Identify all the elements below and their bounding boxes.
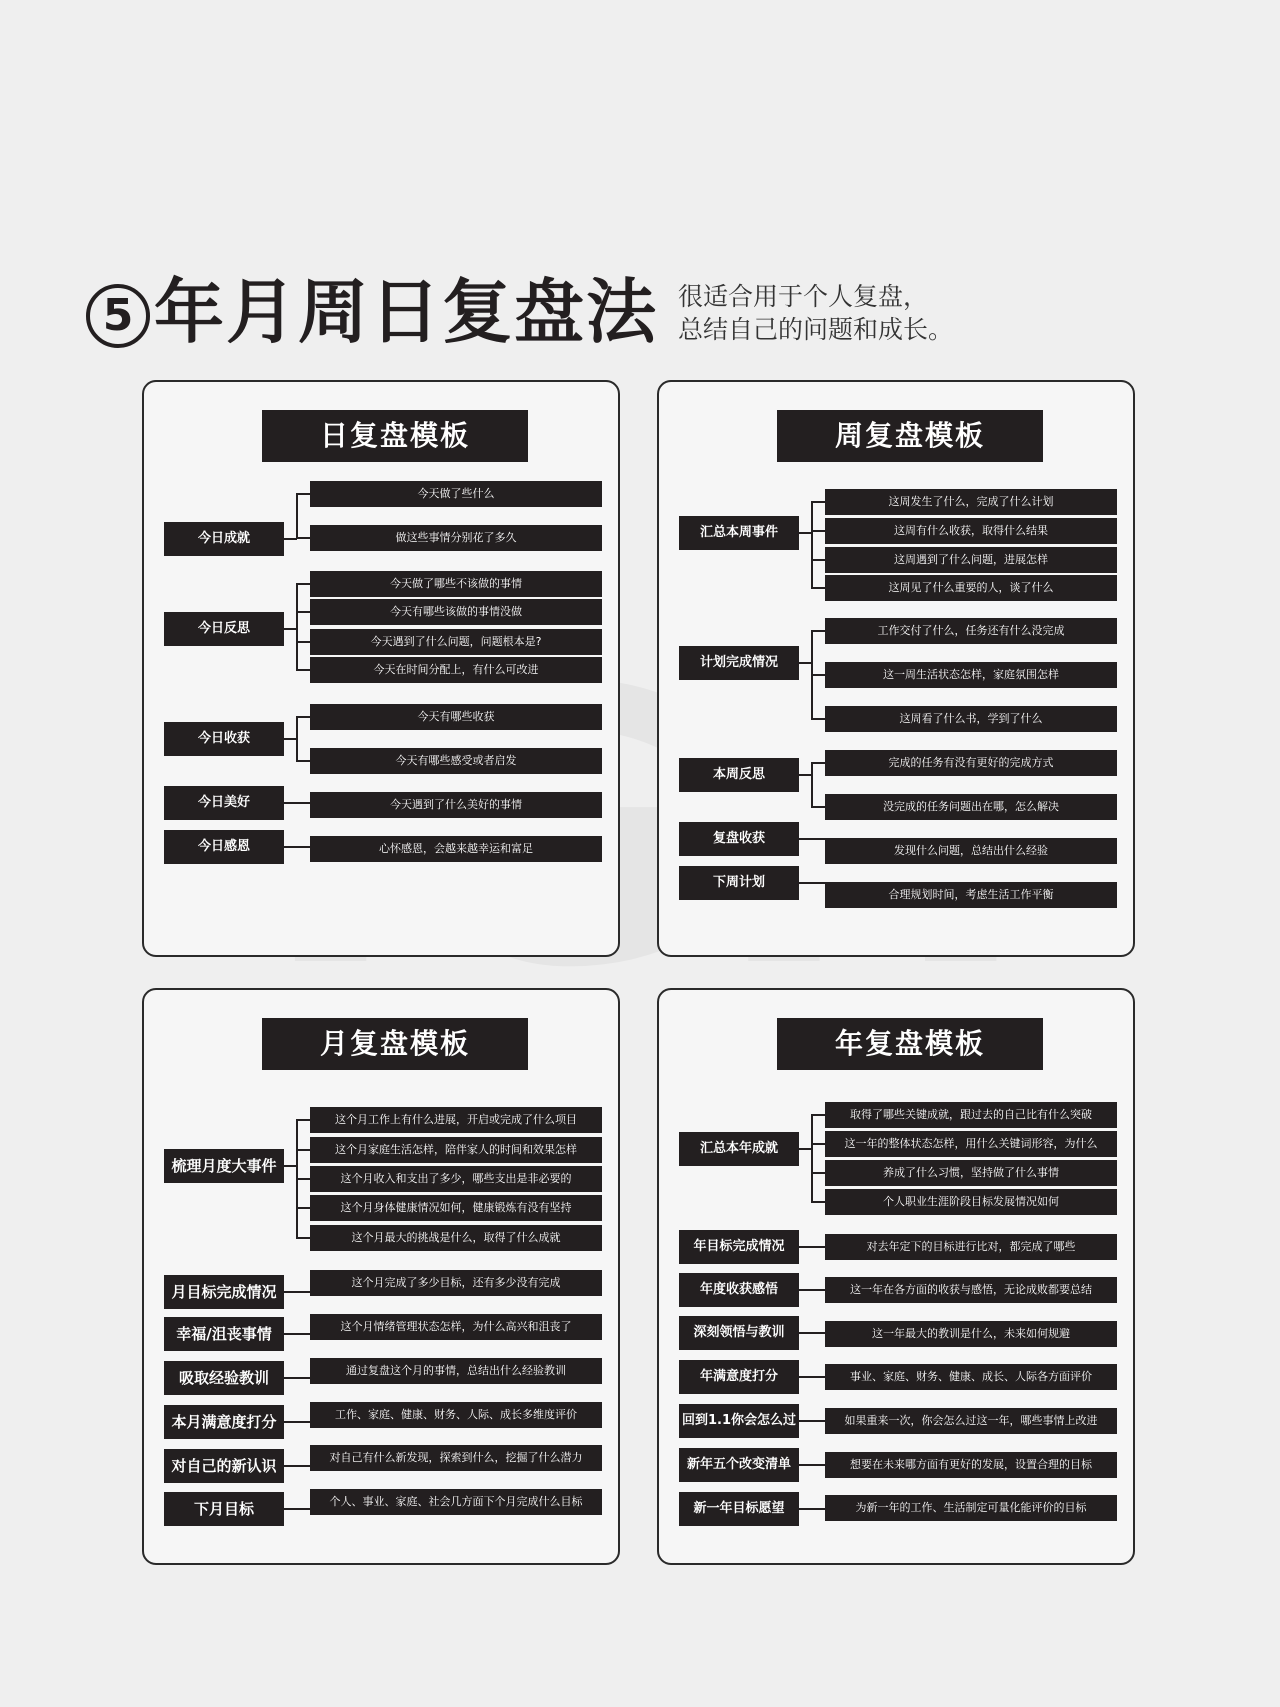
item-box: 完成的任务有没有更好的完成方式 xyxy=(825,750,1117,776)
category-label: 梳理月度大事件 xyxy=(164,1149,284,1183)
connector-line xyxy=(296,1207,310,1209)
connector-line xyxy=(799,1376,825,1378)
connector-line xyxy=(811,530,825,532)
yearly-review-panel xyxy=(657,988,1135,1565)
category-label: 汇总本周事件 xyxy=(679,516,799,550)
category-label: 年满意度打分 xyxy=(679,1360,799,1394)
page-subtitle xyxy=(678,280,953,346)
connector-line xyxy=(296,641,310,643)
item-box: 对自己有什么新发现，探索到什么，挖掘了什么潜力 xyxy=(310,1445,602,1471)
category-label: 今日反思 xyxy=(164,612,284,646)
connector-line xyxy=(799,838,825,840)
connector-line xyxy=(296,493,310,495)
item-box: 这一周生活状态怎样，家庭氛围怎样 xyxy=(825,662,1117,688)
connector-line xyxy=(811,1143,825,1145)
item-box: 没完成的任务问题出在哪，怎么解决 xyxy=(825,794,1117,820)
item-box: 个人职业生涯阶段目标发展情况如何 xyxy=(825,1189,1117,1215)
panel-title: 年复盘模板 xyxy=(777,1018,1043,1070)
subtitle-line-1: 很适合用于个人复盘， xyxy=(678,282,929,311)
connector-line xyxy=(799,1246,825,1248)
connector-line xyxy=(811,502,813,589)
item-box: 心怀感恩，会越来越幸运和富足 xyxy=(310,836,602,862)
category-label: 幸福/沮丧事情 xyxy=(164,1317,284,1351)
connector-line xyxy=(296,760,310,762)
subtitle-line-2: 总结自己的问题和成长。 xyxy=(678,315,954,344)
category-label: 深刻领悟与教训 xyxy=(679,1316,799,1350)
connector-line xyxy=(296,1178,310,1180)
connector-line xyxy=(811,501,825,503)
item-box: 工作交付了什么，任务还有什么没完成 xyxy=(825,618,1117,644)
category-label: 今日感恩 xyxy=(164,830,284,864)
connector-line xyxy=(811,1172,825,1174)
daily-review-panel xyxy=(142,380,620,957)
category-label: 今日美好 xyxy=(164,786,284,820)
connector-line xyxy=(799,1464,825,1466)
category-label: 下周计划 xyxy=(679,866,799,900)
item-box: 这个月家庭生活怎样，陪伴家人的时间和效果怎样 xyxy=(310,1137,602,1163)
item-box: 这一年在各方面的收获与感悟，无论成败都要总结 xyxy=(825,1277,1117,1303)
connector-line xyxy=(811,1201,825,1203)
category-label: 下月目标 xyxy=(164,1492,284,1526)
page-title: 年月周日复盘法 xyxy=(154,271,658,353)
connector-line xyxy=(296,583,310,585)
item-box: 发现什么问题，总结出什么经验 xyxy=(825,838,1117,864)
category-label: 今日收获 xyxy=(164,722,284,756)
item-box: 事业、家庭、财务、健康、成长、人际各方面评价 xyxy=(825,1364,1117,1390)
connector-line xyxy=(296,717,298,762)
category-label: 本月满意度打分 xyxy=(164,1405,284,1439)
connector-line xyxy=(811,718,825,720)
item-box: 合理规划时间，考虑生活工作平衡 xyxy=(825,882,1117,908)
category-label: 今日成就 xyxy=(164,522,284,556)
connector-line xyxy=(296,1237,310,1239)
item-box: 通过复盘这个月的事情，总结出什么经验教训 xyxy=(310,1358,602,1384)
item-box: 做这些事情分别花了多久 xyxy=(310,525,602,551)
item-box: 今天遇到了什么问题，问题根本是? xyxy=(310,629,602,655)
category-label: 回到1.1你会怎么过 xyxy=(679,1404,799,1438)
connector-line xyxy=(811,1114,825,1116)
item-box: 这个月工作上有什么进展，开启或完成了什么项目 xyxy=(310,1107,602,1133)
connector-line xyxy=(296,669,310,671)
category-label: 新年五个改变清单 xyxy=(679,1448,799,1482)
category-label: 计划完成情况 xyxy=(679,646,799,680)
section-number-badge: 5 xyxy=(86,284,150,348)
connector-line xyxy=(284,802,310,804)
item-box: 今天遇到了什么美好的事情 xyxy=(310,792,602,818)
weekly-review-panel xyxy=(657,380,1135,957)
connector-line xyxy=(811,762,825,764)
panel-title: 月复盘模板 xyxy=(262,1018,528,1070)
item-box: 今天有哪些该做的事情没做 xyxy=(310,599,602,625)
category-label: 本周反思 xyxy=(679,758,799,792)
item-box: 养成了什么习惯，坚持做了什么事情 xyxy=(825,1160,1117,1186)
connector-line xyxy=(284,1421,310,1423)
item-box: 这个月身体健康情况如何，健康锻炼有没有坚持 xyxy=(310,1195,602,1221)
item-box: 这一年最大的教训是什么，未来如何规避 xyxy=(825,1321,1117,1347)
connector-line xyxy=(799,1420,825,1422)
connector-line xyxy=(799,1508,825,1510)
item-box: 如果重来一次，你会怎么过这一年，哪些事情上改进 xyxy=(825,1408,1117,1434)
category-label: 吸取经验教训 xyxy=(164,1361,284,1395)
item-box: 取得了哪些关键成就，跟过去的自己比有什么突破 xyxy=(825,1102,1117,1128)
item-box: 这个月完成了多少目标，还有多少没有完成 xyxy=(310,1270,602,1296)
connector-line xyxy=(811,587,825,589)
item-box: 这周见了什么重要的人，谈了什么 xyxy=(825,575,1117,601)
category-label: 月目标完成情况 xyxy=(164,1275,284,1309)
item-box: 今天做了哪些不该做的事情 xyxy=(310,571,602,597)
connector-line xyxy=(799,882,825,884)
category-label: 汇总本年成就 xyxy=(679,1132,799,1166)
item-box: 这一年的整体状态怎样，用什么关键词形容，为什么 xyxy=(825,1131,1117,1157)
connector-line xyxy=(799,1332,825,1334)
monthly-review-panel xyxy=(142,988,620,1565)
item-box: 这周遇到了什么问题，进展怎样 xyxy=(825,547,1117,573)
connector-line xyxy=(284,846,310,848)
item-box: 工作、家庭、健康、财务、人际、成长多维度评价 xyxy=(310,1402,602,1428)
connector-line xyxy=(296,1149,310,1151)
item-box: 今天有哪些收获 xyxy=(310,704,602,730)
item-box: 个人、事业、家庭、社会几方面下个月完成什么目标 xyxy=(310,1489,602,1515)
panel-title: 周复盘模板 xyxy=(777,410,1043,462)
item-box: 今天做了些什么 xyxy=(310,481,602,507)
connector-line xyxy=(799,1289,825,1291)
connector-line xyxy=(811,674,825,676)
connector-line xyxy=(284,1333,310,1335)
page-header xyxy=(86,270,1196,360)
category-label: 复盘收获 xyxy=(679,822,799,856)
connector-line xyxy=(296,611,310,613)
connector-line xyxy=(296,584,298,671)
item-box: 这个月收入和支出了多少，哪些支出是非必要的 xyxy=(310,1166,602,1192)
connector-line xyxy=(296,537,310,539)
connector-line xyxy=(284,1377,310,1379)
category-label: 年度收获感悟 xyxy=(679,1273,799,1307)
item-box: 这个月情绪管理状态怎样，为什么高兴和沮丧了 xyxy=(310,1314,602,1340)
panel-title: 日复盘模板 xyxy=(262,410,528,462)
connector-line xyxy=(284,1291,310,1293)
connector-line xyxy=(811,763,813,808)
item-box: 为新一年的工作、生活制定可量化能评价的目标 xyxy=(825,1495,1117,1521)
item-box: 这周发生了什么，完成了什么计划 xyxy=(825,489,1117,515)
connector-line xyxy=(811,806,825,808)
connector-line xyxy=(296,716,310,718)
item-box: 对去年定下的目标进行比对，都完成了哪些 xyxy=(825,1234,1117,1260)
category-label: 对自己的新认识 xyxy=(164,1449,284,1483)
item-box: 这周有什么收获，取得什么结果 xyxy=(825,518,1117,544)
item-box: 今天在时间分配上，有什么可改进 xyxy=(310,657,602,683)
connector-line xyxy=(296,494,298,539)
category-label: 新一年目标愿望 xyxy=(679,1492,799,1526)
item-box: 今天有哪些感受或者启发 xyxy=(310,748,602,774)
item-box: 这周看了什么书，学到了什么 xyxy=(825,706,1117,732)
connector-line xyxy=(811,559,825,561)
connector-line xyxy=(284,1508,310,1510)
connector-line xyxy=(296,1119,310,1121)
category-label: 年目标完成情况 xyxy=(679,1230,799,1264)
connector-line xyxy=(811,630,825,632)
connector-line xyxy=(811,1115,813,1203)
connector-line xyxy=(284,1465,310,1467)
item-box: 这个月最大的挑战是什么，取得了什么成就 xyxy=(310,1225,602,1251)
item-box: 想要在未来哪方面有更好的发展，设置合理的目标 xyxy=(825,1452,1117,1478)
